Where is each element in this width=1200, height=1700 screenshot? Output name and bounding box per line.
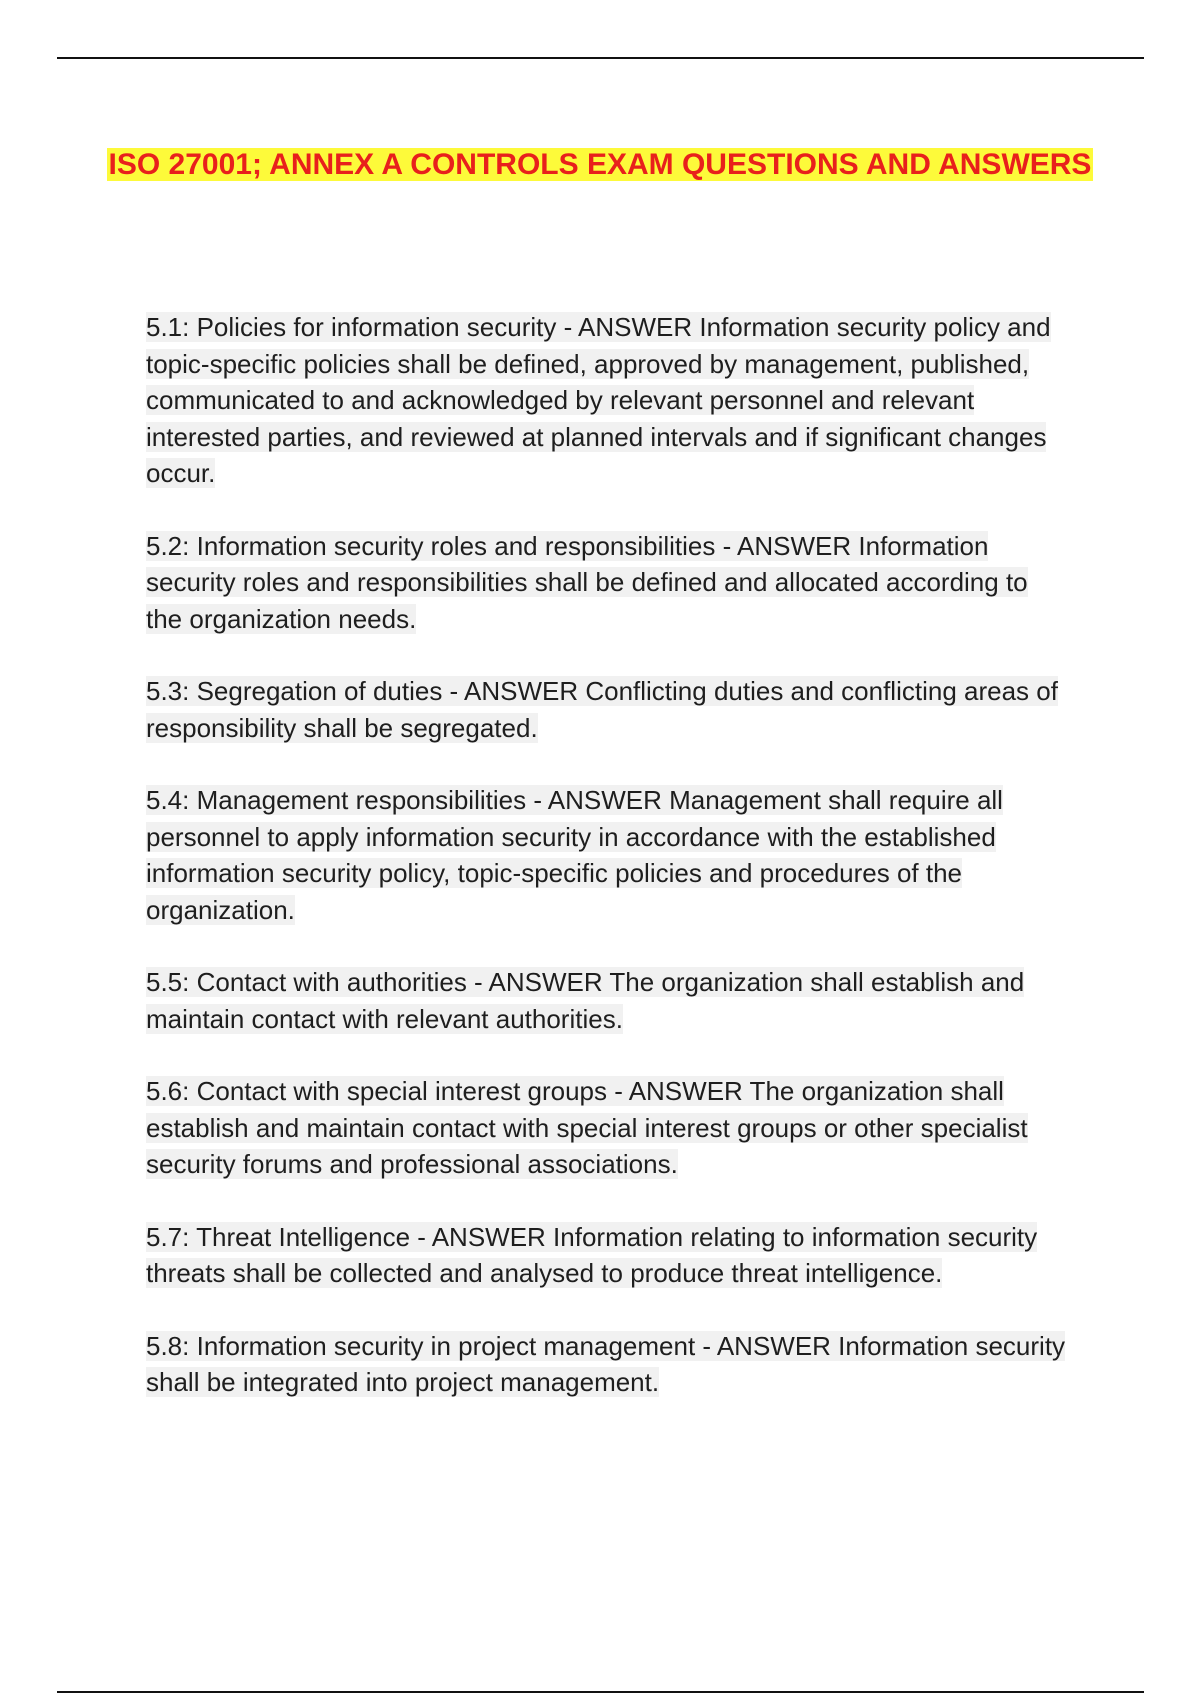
top-rule	[57, 57, 1144, 59]
entry-text: 5.3: Segregation of duties - ANSWER Conflicting duties and conflicting areas of responsibility shall be segregated.	[146, 676, 1058, 743]
entry-text: 5.5: Contact with authorities - ANSWER The organization shall establish and maintain contact with relevant authorities.	[146, 967, 1025, 1034]
entry-5-2	[146, 528, 1066, 638]
entry-5-1	[146, 309, 1066, 492]
entry-5-6	[146, 1073, 1066, 1183]
document-title	[100, 146, 1100, 183]
entry-5-8	[146, 1328, 1066, 1401]
entry-text: 5.4: Management responsibilities - ANSWER Management shall require all personnel to apply information security in accordance with the established information security policy, topic-specific policies and procedures of the organization.	[146, 785, 1003, 925]
entries-list	[146, 309, 1066, 1437]
entry-5-3	[146, 673, 1066, 746]
entry-5-4	[146, 782, 1066, 928]
entry-text: 5.6: Contact with special interest groups - ANSWER The organization shall establish and maintain contact with special interest groups or other specialist security forums and professional associations.	[146, 1076, 1028, 1179]
entry-text: 5.7: Threat Intelligence - ANSWER Information relating to information security threats shall be collected and analysed to produce threat intelligence.	[146, 1221, 1038, 1288]
entry-text: 5.1: Policies for information security - ANSWER Information security policy and topic-specific policies shall be defined, approved by management, published, communicated to and acknowledged by relevant personnel and relevant interested parties, and reviewed at planned intervals and if significant changes occur.	[146, 312, 1051, 488]
entry-5-5	[146, 964, 1066, 1037]
entry-text: 5.2: Information security roles and responsibilities - ANSWER Information security roles and responsibilities shall be defined and allocated according to the organization needs.	[146, 530, 1028, 634]
entry-text: 5.8: Information security in project management - ANSWER Information security shall be integrated into project management.	[146, 1330, 1066, 1397]
bottom-rule	[57, 1691, 1144, 1693]
document-title-text: ISO 27001; ANNEX A CONTROLS EXAM QUESTIONS AND ANSWERS	[108, 148, 1092, 181]
entry-5-7	[146, 1219, 1066, 1292]
